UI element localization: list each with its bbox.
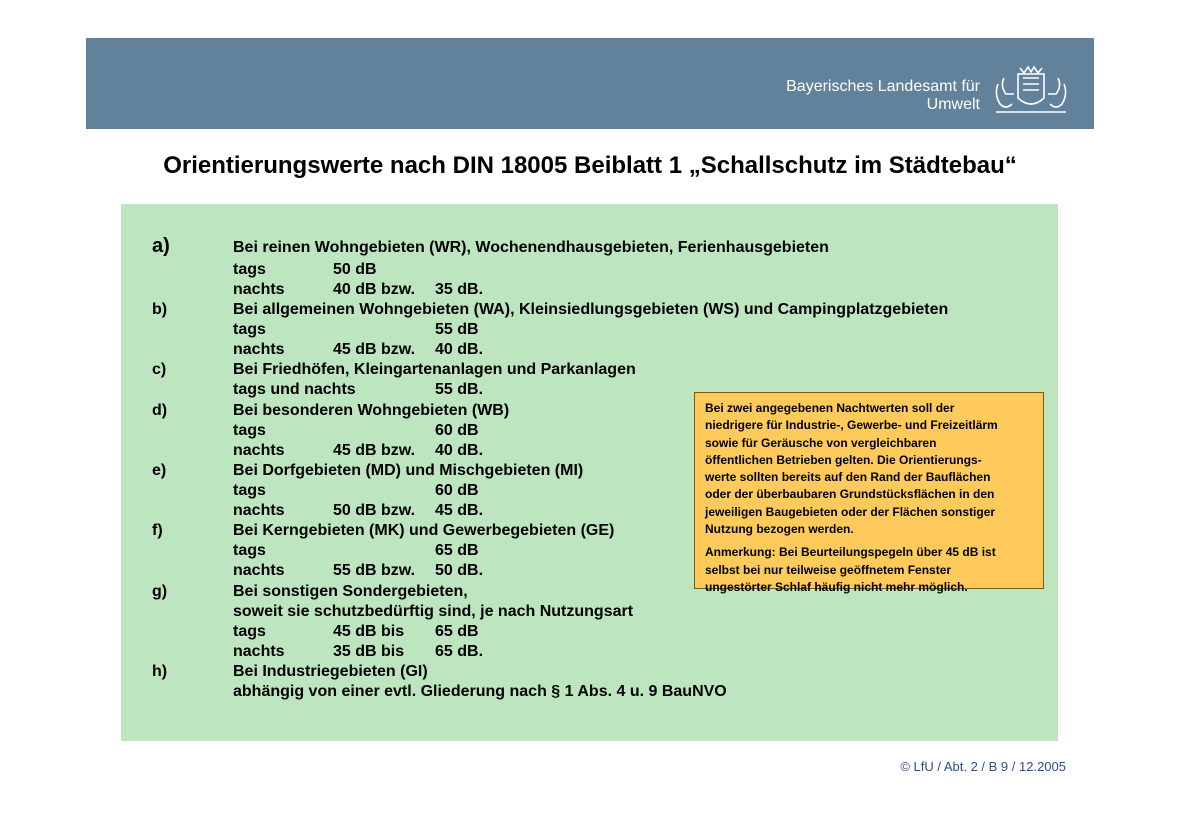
item-letter: a) — [152, 235, 170, 257]
note-remark — [705, 544, 1033, 596]
note-line: sowie für Geräusche von vergleichbaren — [705, 435, 937, 450]
note-line: Bei zwei angegebenen Nachtwerten soll der — [705, 401, 955, 415]
row-label: nachts — [233, 341, 285, 358]
row-label: nachts — [233, 502, 285, 519]
row-label: nachts — [233, 442, 285, 459]
row-label: tags — [233, 261, 266, 278]
note-line: jeweiligen Baugebieten oder der Flächen sonstiger — [705, 504, 996, 519]
note-paragraph — [705, 400, 1033, 538]
row-label: nachts — [233, 643, 285, 660]
footer-copyright: © LfU / Abt. 2 / B 9 / 12.2005 — [900, 759, 1066, 774]
note-line: ungestörter Schlaf häufig nicht mehr möglich. — [705, 579, 968, 594]
row-value: 40 dB. — [435, 442, 484, 459]
note-line: Anmerkung: Bei Beurteilungspegeln über 45 dB ist — [705, 545, 996, 560]
row-label: tags — [233, 321, 266, 338]
row-value: 50 dB — [333, 261, 377, 278]
row-value: 50 dB. — [435, 562, 484, 579]
note-box — [694, 392, 1044, 594]
row-value: 40 dB bzw. — [333, 281, 416, 298]
item-letter: h) — [152, 663, 168, 680]
row-label: nachts — [233, 281, 285, 298]
bavarian-coat-of-arms-icon — [990, 64, 1072, 116]
row-label: tags — [233, 623, 266, 640]
row-value: 55 dB — [435, 321, 479, 338]
row-value: 60 dB — [435, 482, 479, 499]
org-line-2: Umwelt — [926, 96, 980, 113]
row-value: 65 dB — [435, 623, 479, 640]
row-label: tags — [233, 482, 266, 499]
note-line: niedrigere für Industrie-, Gewerbe- und Freizeitlärm — [705, 418, 998, 433]
row-label: tags — [233, 542, 266, 559]
note-line: werte sollten bereits auf den Rand der Bauflächen — [705, 470, 991, 485]
row-value: 50 dB bzw. — [333, 502, 416, 519]
item-letter: g) — [152, 583, 168, 600]
item-letter: b) — [152, 301, 168, 318]
org-line-1: Bayerisches Landesamt für — [786, 78, 980, 95]
note-line: oder der überbaubaren Grundstücksflächen in den — [705, 487, 995, 502]
item-heading: Bei besonderen Wohngebieten (WB) — [233, 402, 510, 419]
organization-name — [786, 78, 980, 114]
row-value: 40 dB. — [435, 341, 484, 358]
row-value: 45 dB. — [435, 502, 484, 519]
item-heading: Bei reinen Wohngebieten (WR), Wochenendhausgebieten, Ferienhausgebieten — [233, 239, 829, 256]
row-value: 65 dB. — [435, 643, 484, 660]
item-letter: f) — [152, 522, 163, 539]
row-value: 45 dB bis — [333, 623, 405, 640]
item-heading-continued: abhängig von einer evtl. Gliederung nach § 1 Abs. 4 u. 9 BauNVO — [233, 683, 727, 700]
row-value: 60 dB — [435, 422, 479, 439]
page-title: Orientierungswerte nach DIN 18005 Beiblatt 1 „Schallschutz im Städtebau“ — [163, 152, 1017, 179]
item-heading: Bei Kerngebieten (MK) und Gewerbegebieten (GE) — [233, 522, 615, 539]
row-label: nachts — [233, 562, 285, 579]
item-heading: Bei Industriegebieten (GI) — [233, 663, 428, 680]
note-line: öffentlichen Betrieben gelten. Die Orientierungs- — [705, 452, 982, 467]
header-bar — [86, 38, 1094, 129]
item-letter: e) — [152, 462, 167, 479]
note-line: Nutzung bezogen werden. — [705, 522, 854, 537]
item-letter: d) — [152, 402, 168, 419]
row-value: 35 dB. — [435, 281, 484, 298]
row-value: 65 dB — [435, 542, 479, 559]
item-heading: Bei sonstigen Sondergebieten, — [233, 583, 468, 600]
item-heading: Bei Dorfgebieten (MD) und Mischgebieten (MI) — [233, 462, 584, 479]
row-value: 35 dB bis — [333, 643, 405, 660]
row-value: 45 dB bzw. — [333, 442, 416, 459]
row-value: 55 dB bzw. — [333, 562, 416, 579]
row-label: tags und nachts — [233, 381, 356, 398]
item-heading: Bei allgemeinen Wohngebieten (WA), Kleinsiedlungsgebieten (WS) und Campingplatzgebieten — [233, 301, 949, 318]
row-label: tags — [233, 422, 266, 439]
note-line: selbst bei nur teilweise geöffnetem Fenster — [705, 562, 952, 577]
item-heading-continued: soweit sie schutzbedürftig sind, je nach Nutzungsart — [233, 603, 634, 620]
item-heading: Bei Friedhöfen, Kleingartenanlagen und Parkanlagen — [233, 361, 636, 378]
row-value: 55 dB. — [435, 381, 484, 398]
row-value: 45 dB bzw. — [333, 341, 416, 358]
item-letter: c) — [152, 361, 167, 378]
